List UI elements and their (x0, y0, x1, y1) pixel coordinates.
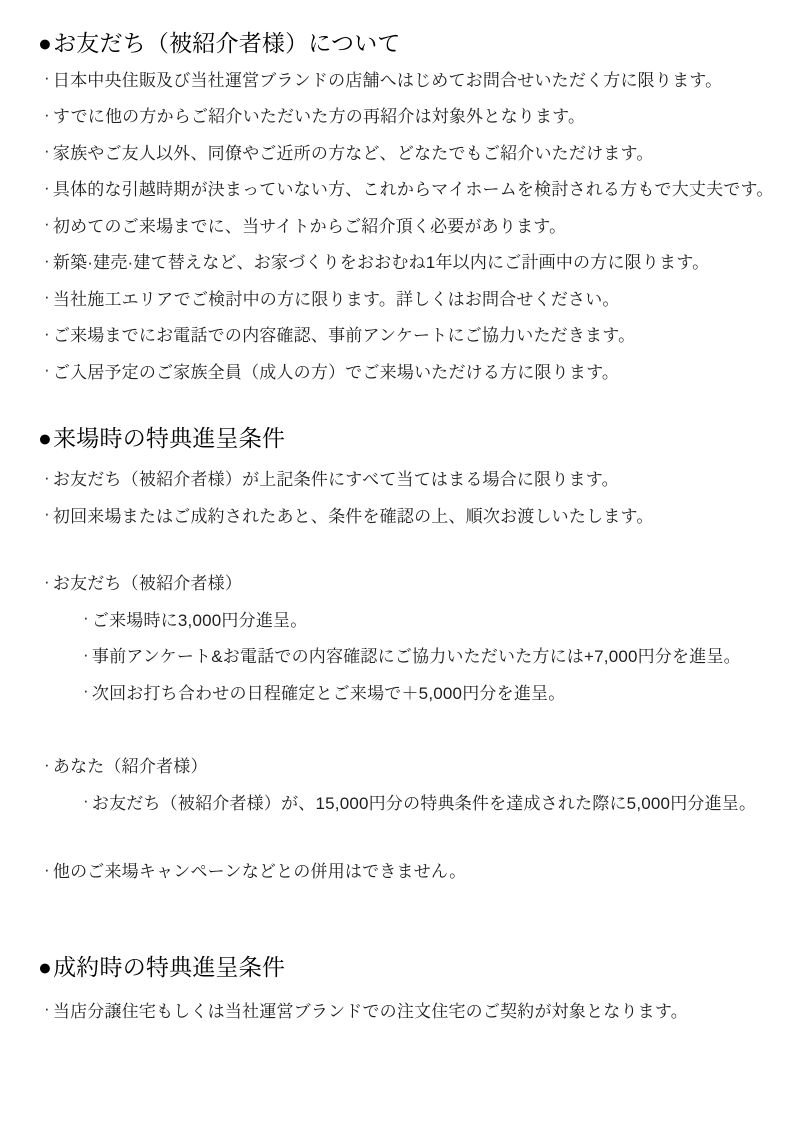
bullet-dot-icon: · (44, 250, 50, 270)
term-item (38, 279, 800, 316)
bullet-dot-icon: · (44, 141, 50, 161)
term-text: 初めてのご来場までに、当サイトからご紹介頂く必要があります。 (52, 216, 567, 236)
term-item (38, 991, 800, 1028)
term-text: 当店分譲住宅もしくは当社運営ブランドでの注文住宅のご契約が対象となります。 (52, 1001, 688, 1021)
bullet-dot-icon: · (83, 681, 89, 701)
bullet-dot-icon: · (44, 467, 50, 487)
friend-benefit-group (38, 564, 800, 710)
section-heading-visit-benefits (38, 425, 800, 452)
term-text: 新築·建売·建て替えなど、お家づくりをおおむね1年以内にご計画中の方に限ります。 (52, 253, 710, 273)
visit-benefit-terms-list (38, 460, 800, 533)
group-label (38, 564, 800, 601)
term-text: 他のご来場キャンペーンなどとの併用はできません。 (52, 862, 467, 882)
term-item (38, 352, 800, 389)
bullet-dot-icon: · (44, 104, 50, 124)
bullet-dot-icon: · (44, 287, 50, 307)
term-text: すでに他の方からご紹介いただいた方の再紹介は対象外となります。 (52, 107, 586, 127)
bullet-dot-icon: · (44, 68, 50, 88)
bullet-dot-icon: · (44, 214, 50, 234)
term-text: 初回来場またはご成約されたあと、条件を確認の上、順次お渡しいたします。 (52, 506, 654, 526)
bullet-dot-icon: · (44, 504, 50, 524)
heading-text: 成約時の特典進呈条件 (53, 954, 286, 980)
bullet-dot-icon: · (83, 791, 89, 811)
sub-term-text: ご来場時に3,000円分進呈。 (91, 610, 308, 630)
term-item (38, 133, 800, 170)
bullet-dot-icon: · (83, 644, 89, 664)
bullet-dot-icon: · (44, 360, 50, 380)
sub-term-item (38, 673, 800, 710)
term-item (38, 460, 800, 497)
sub-term-item (38, 783, 800, 820)
bullet-dot-icon: · (44, 754, 50, 774)
group-label-text: あなた（紹介者様） (52, 757, 208, 777)
section-heading-friend (38, 30, 800, 57)
term-item (38, 170, 800, 207)
term-item (38, 97, 800, 134)
term-item (38, 496, 800, 533)
referrer-benefit-group (38, 747, 800, 820)
contract-benefit-terms-list (38, 991, 800, 1028)
bullet-dot-icon: · (44, 323, 50, 343)
no-combination-note (38, 852, 800, 889)
term-item (38, 60, 800, 97)
heading-bullet-icon: ● (38, 424, 53, 451)
term-text: 具体的な引越時期が決まっていない方、これからマイホームを検討される方もで大丈夫です。 (52, 180, 774, 200)
heading-bullet-icon: ● (38, 30, 53, 56)
heading-text: 来場時の特典進呈条件 (53, 424, 286, 451)
bullet-dot-icon: · (44, 859, 50, 879)
friend-terms-list (38, 60, 800, 389)
bullet-dot-icon: · (44, 999, 50, 1019)
group-label-text: お友だち（被紹介者様） (52, 574, 243, 594)
term-text: 家族やご友人以外、同僚やご近所の方など、どなたでもご紹介いただけます。 (52, 143, 654, 163)
referral-terms-document (0, 30, 800, 1028)
sub-term-item (38, 600, 800, 637)
bullet-dot-icon: · (83, 608, 89, 628)
term-item (38, 243, 800, 280)
bullet-dot-icon: · (44, 177, 50, 197)
sub-term-item (38, 637, 800, 674)
term-item (38, 206, 800, 243)
term-text: 当社施工エリアでご検討中の方に限ります。詳しくはお問合せください。 (52, 289, 620, 309)
term-text: 日本中央住販及び当社運営ブランドの店舗へはじめてお問合せいただく方に限ります。 (52, 70, 723, 90)
group-label (38, 747, 800, 784)
term-text: ご来場までにお電話での内容確認、事前アンケートにご協力いただきます。 (52, 326, 636, 346)
heading-text: お友だち（被紹介者様）について (53, 30, 401, 56)
bullet-dot-icon: · (44, 571, 50, 591)
term-item (38, 316, 800, 353)
term-text: お友だち（被紹介者様）が上記条件にすべて当てはまる場合に限ります。 (52, 470, 619, 490)
heading-bullet-icon: ● (38, 954, 53, 980)
sub-term-text: 次回お打ち合わせの日程確定とご来場で＋5,000円分を進呈。 (91, 683, 566, 703)
term-text: ご入居予定のご家族全員（成人の方）でご来場いただける方に限ります。 (52, 362, 620, 382)
section-heading-contract-benefits (38, 954, 800, 981)
sub-term-text: お友だち（被紹介者様）が、15,000円分の特典条件を達成された際に5,000円分進呈。 (91, 793, 757, 813)
sub-term-text: 事前アンケート&お電話での内容確認にご協力いただいた方には+7,000円分を進呈。 (91, 647, 741, 667)
